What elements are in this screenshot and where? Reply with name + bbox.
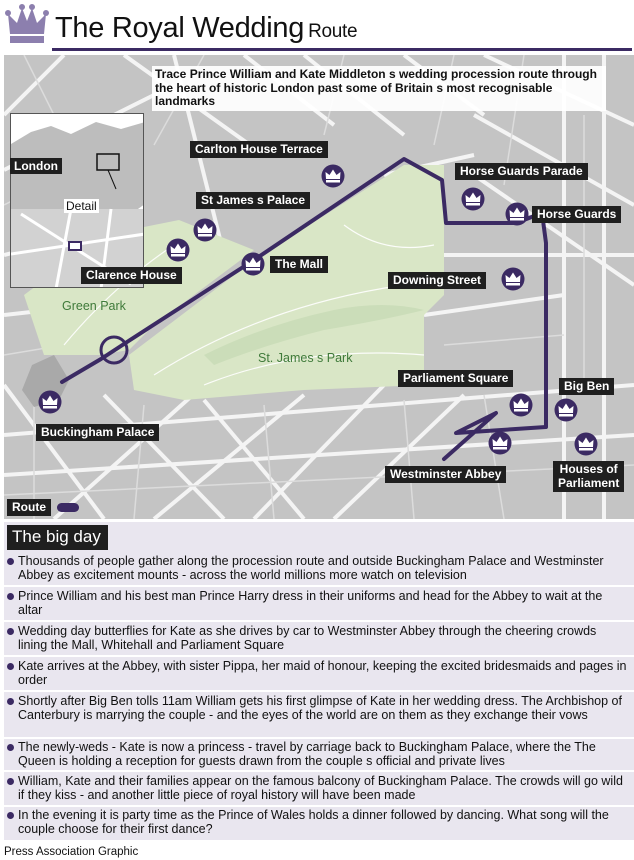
bullet-icon (7, 698, 14, 705)
label-st-james-palace: St James s Palace (196, 192, 310, 209)
crown-pin-icon (501, 267, 525, 291)
bullet-icon (7, 593, 14, 600)
title-rule (52, 48, 632, 51)
label-carlton-house-terrace: Carlton House Terrace (190, 141, 328, 158)
event-item (4, 808, 634, 836)
divider (4, 620, 634, 622)
label-big-ben: Big Ben (559, 378, 614, 395)
label-downing-street: Downing Street (388, 272, 486, 289)
intro-text: Trace Prince William and Kate Middleton s wedding procession route through the heart of historic London past some of Britain s most recognisable landmarks (152, 66, 606, 111)
bullet-icon (7, 778, 14, 785)
event-text: Prince William and his best man Prince Harry dress in their uniforms and head for the Abbey to wait at the altar (18, 589, 603, 617)
event-item (4, 774, 634, 802)
green-park-label: Green Park (62, 299, 126, 313)
event-text: Kate arrives at the Abbey, with sister Pippa, her maid of honour, keeping the excited bridesmaids and pages in order (18, 659, 627, 687)
label-buckingham-palace: Buckingham Palace (36, 424, 159, 441)
crown-pin-icon (461, 187, 485, 211)
divider (4, 805, 634, 807)
map-legend (7, 499, 79, 517)
event-text: Shortly after Big Ben tolls 11am William gets his first glimpse of Kate in her wedding dress. The Archbishop of Canterbury is marrying the couple - and the eyes of the world are on them as they exchange their vows (18, 694, 622, 722)
title-main: The Royal Wedding (55, 12, 305, 44)
big-day-panel (4, 522, 634, 840)
event-text: Wedding day butterflies for Kate as she drives by car to Westminster Abbey through the cheering crowds lining the Mall, Whitehall and Parliament Square (18, 624, 597, 652)
event-text: Thousands of people gather along the procession route and outside Buckingham Palace and Westminster Abbey as excitement mounts - across the world millions more watch on television (18, 554, 604, 582)
inset-london-label: London (10, 158, 62, 174)
title-sub: Route (308, 21, 358, 42)
bullet-icon (7, 558, 14, 565)
crown-pin-icon (321, 164, 345, 188)
crown-pin-icon (509, 393, 533, 417)
bullet-icon (7, 744, 14, 751)
label-horse-guards: Horse Guards (532, 206, 621, 223)
crown-pin-icon (574, 432, 598, 456)
header (0, 0, 634, 50)
crown-pin-icon (241, 252, 265, 276)
credit: Press Association Graphic (4, 846, 139, 858)
houses-of-parliament-line-1: Houses of (559, 462, 618, 476)
event-item (4, 624, 634, 652)
bullet-icon (7, 663, 14, 670)
route-map (4, 55, 634, 519)
bullet-icon (7, 628, 14, 635)
st-james-park-label: St. James s Park (258, 351, 353, 365)
houses-of-parliament-line-2: Parliament (558, 476, 620, 490)
crown-pin-icon (554, 398, 578, 422)
label-clarence-house: Clarence House (81, 267, 182, 284)
event-text: William, Kate and their families appear on the famous balcony of Buckingham Palace. The crowds will go wild if they kiss - and another little piece of royal history will have been made (18, 774, 623, 802)
event-item (4, 589, 634, 617)
event-text: The newly-weds - Kate is now a princess - travel by carriage back to Buckingham Palace, where the The Queen is holding a reception for guests drawn from the couple s official and private lives (18, 740, 596, 768)
inset-detail-label: Detail (66, 199, 97, 213)
divider (4, 585, 634, 587)
event-item (4, 659, 634, 687)
legend-route-label: Route (7, 499, 51, 516)
event-item (4, 740, 634, 768)
event-text: In the evening it is party time as the Prince of Wales holds a dinner followed by dancing. What song will the couple choose for their first dance? (18, 808, 609, 836)
label-parliament-square: Parliament Square (398, 370, 513, 387)
page-title (55, 12, 357, 45)
crown-pin-icon (488, 431, 512, 455)
label-houses-of-parliament (553, 461, 624, 492)
label-westminster-abbey: Westminster Abbey (385, 466, 506, 483)
crown-pin-icon (193, 218, 217, 242)
bullet-icon (7, 812, 14, 819)
event-item (4, 694, 634, 722)
divider (4, 737, 634, 739)
legend-route-swatch (57, 503, 79, 512)
divider (4, 770, 634, 772)
event-item (4, 554, 634, 582)
divider (4, 690, 634, 692)
crown-pin-icon (505, 202, 529, 226)
crown-icon (4, 2, 50, 46)
label-horse-guards-parade: Horse Guards Parade (455, 163, 588, 180)
crown-pin-icon (166, 238, 190, 262)
crown-pin-icon (38, 390, 62, 414)
big-day-title: The big day (7, 525, 108, 550)
divider (4, 655, 634, 657)
label-the-mall: The Mall (270, 256, 328, 273)
